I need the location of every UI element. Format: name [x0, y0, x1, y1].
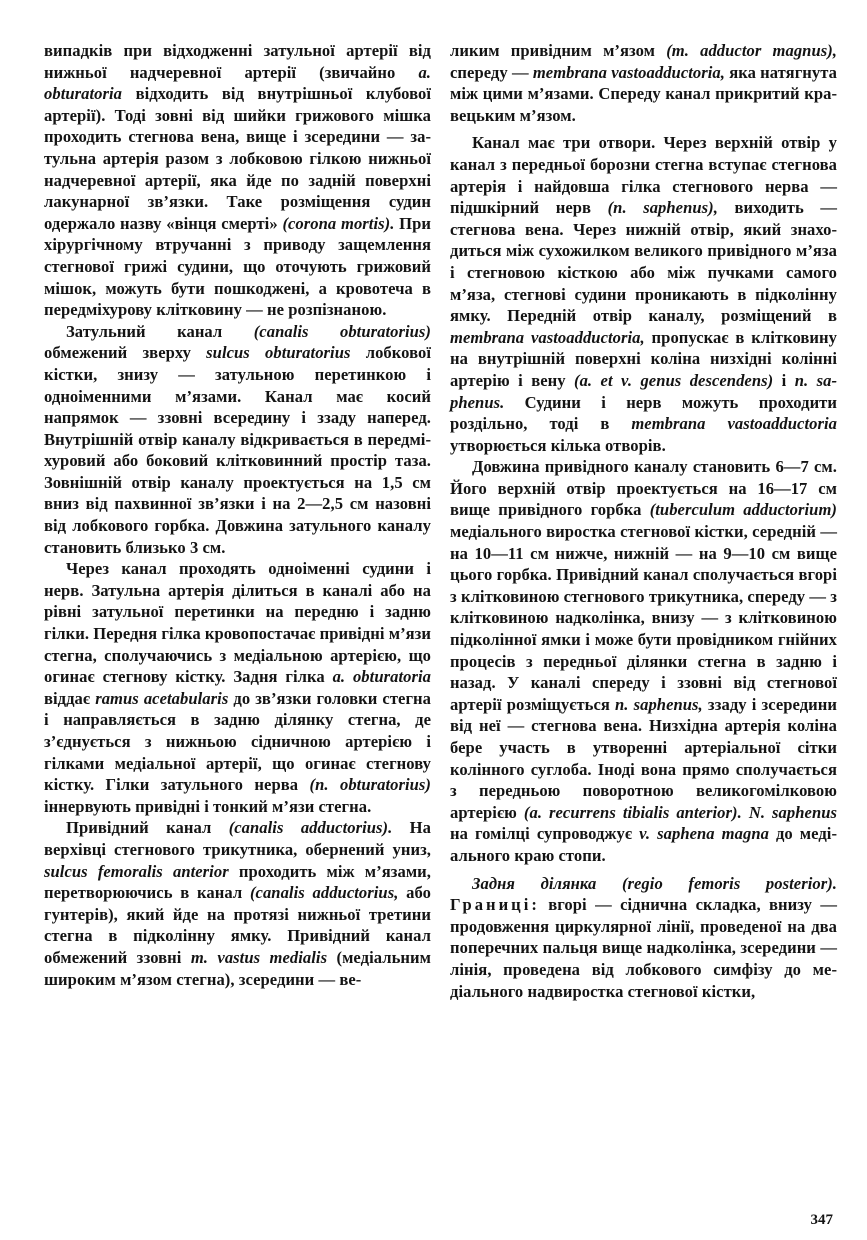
- text-run: При хірургічному втручанні з приводу защемлення стегнової грижі судини, що оточують грижовий мішок, можуть бути пошкоджені, а кровотеча в передміхурову клітковину — не розпізнаною.: [44, 213, 432, 320]
- latin-term: v. saphena magna: [639, 824, 769, 844]
- text-run: Канал має три отвори. Через верхній отвір у канал з передньої борозни стегна вступає стегнова артерія і найдовша гілка стегнового нерва — підшкірний нерв: [450, 133, 837, 218]
- latin-term: (n. saphenus),: [607, 198, 718, 218]
- latin-term: ramus acetabularis: [95, 688, 229, 708]
- section-heading: Затульний канал: [66, 321, 223, 341]
- text-run: обмежений зверху: [44, 343, 207, 363]
- left-column: [44, 40, 431, 990]
- paragraph: [44, 558, 431, 817]
- latin-term: a. obturatoria: [332, 667, 431, 687]
- text-run: [222, 322, 253, 341]
- section-heading: Задня ділянка: [472, 873, 597, 893]
- paragraph: [44, 40, 431, 321]
- latin-term: (canalis adductorius).: [228, 818, 393, 838]
- text-run: ззаду і зсередини від неї — стегнова вена. Низхідна артерія коліна бере участь в утворенні артеріальної сітки колінного суглоба. Іноді вона прямо сполучається з передньою поворотною великогомілковою артерією: [450, 694, 837, 822]
- text-run: іннервують привідні і тонкий м’язи стегна.: [44, 796, 372, 816]
- latin-term: (canalis adductorius,: [249, 883, 399, 903]
- text-run: до медіального краю стопи.: [450, 824, 837, 865]
- paragraph-posterior-region: [450, 873, 837, 1003]
- latin-term: a. obturatoria: [44, 62, 431, 104]
- text-run: віддає: [44, 688, 96, 708]
- text-run: спереду —: [450, 62, 533, 82]
- latin-term: m. vastus medialis: [190, 947, 328, 967]
- latin-term: (a. et v. genus descendens): [574, 370, 774, 390]
- text-run: до зв’язки головки стегна і направляється в задню ділянку стегна, де з’єднується з нижньою сідничною артерією і гілками медіальної артерії, що огинає стегнову кістку. Гілки затульного нерва: [44, 688, 431, 795]
- text-run: виходить — стегнова вена. Через нижній отвір, який знаходиться між сухожилком великого привідного м’яза і стегновою кісткою або між пучками самого м’яза, стегнові судини проникають в підколінну ямку. Передній отвір каналу, розміщений в: [450, 198, 837, 326]
- text-run: (медіальним широким м’язом стегна), зсередини — ве-: [44, 947, 431, 989]
- latin-term: membrana vastoadductoria,: [450, 327, 645, 347]
- text-run: на гомілці супроводжує: [450, 824, 640, 844]
- latin-term: (tuberculum adductorium): [649, 500, 837, 520]
- text-run: пропускає в клітковину на внутрішній поверхні коліна низхідні колінні артерію і вену: [450, 327, 837, 390]
- text-run: утворюється кілька отворів.: [450, 435, 666, 455]
- latin-term: sulcus femoralis anterior: [44, 861, 229, 881]
- latin-term: membrana vastoadductoria,: [532, 62, 725, 82]
- text-run: проходить між м’язами, перетворюючись в канал: [44, 861, 431, 903]
- latin-term: (canalis obturatorius): [253, 321, 431, 341]
- latin-term: (regio femoris posterior).: [621, 873, 838, 893]
- text-run: лобкової кістки, знизу — затульною перетинкою і одноіменними м’язами. Канал має косий напрямок — ззовні всередину і ззаду наперед. Внутрішній отвір каналу відкривається в передміхуровий або боковий клітковинний простір таза. Зовнішній отвір каналу проектується на 1,5 см вниз від пахвинної зв’язки і на 2—2,5 см назовні від лобкового горбка. Довжина затульного каналу становить близько 3 см.: [44, 343, 432, 557]
- right-column: [450, 40, 837, 1002]
- latin-term: (corona mortis).: [282, 213, 395, 233]
- latin-term: (n. obturatorius): [309, 775, 432, 795]
- text-run: Через канал проходять одноіменні судини і нерв. Затульна артерія ділиться в каналі або на рівні затульної перетинки на передню і задню гілки. Передня гілка кровопостачає привідні м’язи стегна, сполучаючись з медіальною артерією, що огинає стегнову кістку. Задня гілка: [44, 559, 431, 687]
- text-run: Границі:: [450, 895, 540, 915]
- latin-term: n. saphenus,: [615, 694, 703, 714]
- latin-term: N. saphenus: [748, 802, 838, 822]
- latin-term: membrana vastoadductoria: [631, 414, 837, 434]
- page-number: 347: [810, 1212, 833, 1228]
- text-run: [596, 874, 622, 893]
- text-run: На верхівці стегнового трикутника, обернений униз,: [44, 818, 431, 859]
- text-run: Судини і нерв можуть проходити роздільно, тоді в: [450, 392, 837, 434]
- text-run: випадків при відходженні затульної артерії від нижньої надчеревної артерії (звичайно: [44, 41, 431, 82]
- text-run: [742, 803, 749, 822]
- latin-term: (m. adductor magnus),: [666, 41, 838, 60]
- text-run: відходить від внутрішньої клубової артерії). Тоді зовні від шийки грижового мішка проходить стегнова вена, вище і зсередини — затульна артерія разом з лобковою гілкою нижньої надчеревної артерії, яка йде по задній поверхні лакунарної зв’язки. Таке розміщення судин одержало назву «вінця смерті»: [44, 84, 431, 233]
- latin-term: (a. recurrens tibialis anterior).: [523, 802, 742, 822]
- text-run: вгорі — сіднична складка, внизу — продовження циркулярної лінії, проведеної на два поперечних пальця вище надколінка, зсередини — лінія, проведена від лобкового симфізу до медіального надвиростка стегнової кістки,: [450, 895, 837, 1001]
- text-run: яка натягнута між цими м’язами. Спереду канал прикритий кравецьким м’язом.: [450, 62, 837, 125]
- text-run: або гунтерів), який йде на протязі нижньої третини стегна в підколінну ямку. Привідний канал обмежений ззовні: [44, 883, 431, 967]
- paragraph: [450, 456, 837, 866]
- text-run: ликим привідним м’язом: [450, 41, 667, 60]
- paragraph: [450, 132, 837, 456]
- paragraph-obturator-canal: [44, 321, 431, 559]
- section-heading: Привідний канал: [66, 818, 212, 838]
- text-run: і: [773, 370, 795, 390]
- paragraph-adductor-canal: [44, 817, 431, 990]
- text-run: Довжина привідного каналу становить 6—7 см. Його верхній отвір проектується на 16—17 см вище привідного горбка: [450, 457, 837, 520]
- paragraph: [450, 40, 837, 126]
- text-run: [211, 818, 228, 837]
- latin-term: n. saphenus.: [450, 370, 837, 412]
- text-run: медіального виростка стегнової кістки, середній — на 10—11 см нижче, нижній — на 9—10 см вище цього горбка. Привідний канал сполучається вгорі з клітковиною стегнового трикутника, спереду — з клітковиною надколінка, внизу — з клітковиною підколінної ямки і може бути провідником гнійних процесів з передньої ділянки стегна в задню і назад. У каналі спереду і ззовні від стегнової артерії розміщується: [450, 522, 837, 714]
- latin-term: sulcus obturatorius: [206, 343, 351, 363]
